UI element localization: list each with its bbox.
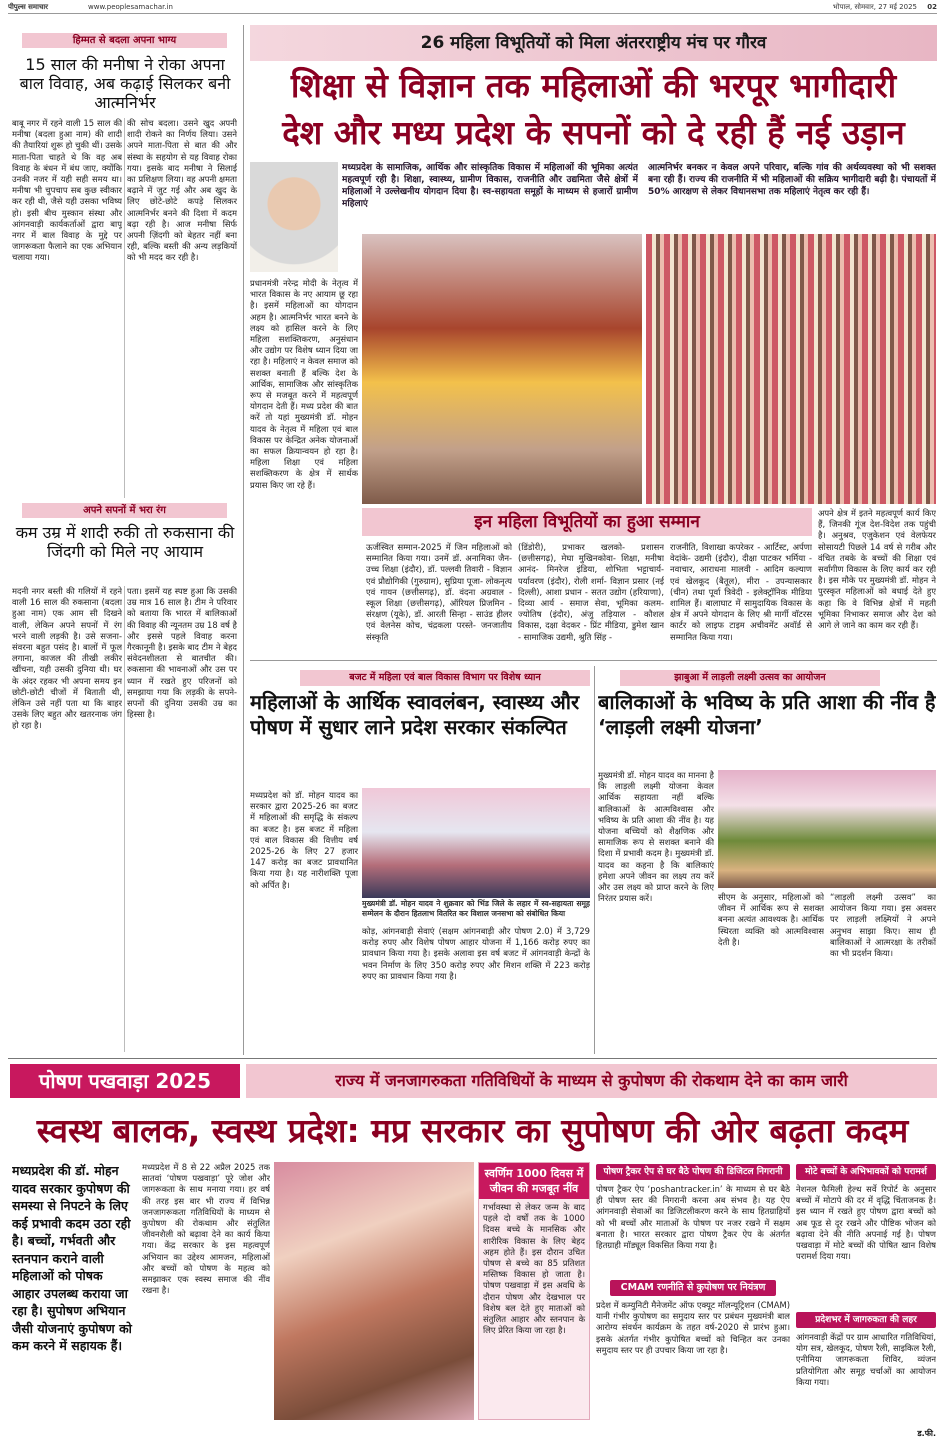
left-body-2a: मदनी नगर बस्ती की गलियों में रहने वाली 16 साल की रुकसाना (बदला हुआ नाम) एक आम सी दिखने वाली, लेकिन अपने सपनों में रंग भरने वाली लड़की है। उसे सजना-संवरना बहुत पसंद है। बालों में फूल लगाना, काजल की तीखी लकीर खींचना, यही उसकी दुनिया थी। घर के अंदर रहकर भी अपना समय इन छोटी-छोटी चीजों में बिताती थी, लेकिन उसे नहीं पता था कि बाहर उसके लिए बहुत और खतरनाक जंग हो रहा है। (12, 586, 122, 731)
bottom-strap: राज्य में जनजागरुकता गतिविधियों के माध्यम से कुपोषण की रोकथाम देने का काम जारी (246, 1064, 937, 1098)
left-body-1a: बाबू नगर में रहने वाली 15 साल की मनीषा (बदला हुआ नाम) की शादी की तैयारियां शुरू हो चुकी थीं। उसके माता-पिता चाहते थे कि वह अब विवाह के बंधन में बंध जाए, क्योंकि उनकी नजर में यही सही समय था। मनीषा भी चुपचाप सब कुछ स्वीकार कर रही थी, जैसे यही उसका भविष्य हो। इसी बीच मुस्कान संस्था और आंगनवाड़ी कार्यकर्ताओं द्वारा बापू नगर में बाल विवाह के मुद्दे पर जागरूकता फैलाने का एक अभियान चलाया गया। (12, 118, 122, 263)
top-strap-text: 26 महिला विभूतियों को मिला अंतरराष्ट्रीय मंच पर गौरव (420, 33, 767, 53)
top-headline-2: देश और मध्य प्रदेश के सपनों को दे रही हैं नई उड़ान (282, 113, 905, 152)
tree-planting-photo (718, 770, 936, 888)
left-kicker-1: हिम्मत से बदला अपना भाग्य (22, 33, 227, 48)
child-feeding-photo (274, 1162, 474, 1420)
left-body-2b: पता। इसमें यह स्पष्ट हुआ कि उसकी उम्र मात्र 16 साल है। टीम ने परिवार को बताया कि भारत में बालिकाओं की विवाह की न्यूनतम उम्र 18 वर्ष है और इससे पहले विवाह करना गैरकानूनी है। इसके बाद टीम ने बेहद संवेदनशीलता से बातचीत की। रुकसाना की भावनाओं और उस पर ध्यान में रखते हुए परिजनों को समझाया गया कि लड़की के सपने-सपनों की दुनिया उसकी उम्र का हिस्सा है। (127, 586, 237, 720)
top-headline-1: शिक्षा से विज्ञान तक महिलाओं की भरपूर भागीदारी (290, 66, 897, 105)
mid-right-kicker: झाबुआ में लाड़ली लक्ष्मी उत्सव का आयोजन (620, 670, 880, 686)
masthead (8, 2, 937, 14)
honor-col-1: ऊर्जस्वित सम्मान-2025 में जिन महिलाओं को सम्मानित किया गया। उनमें डॉ. अनामिका जैन- उच्च शिक्षा (इंदौर), डॉ. पल्लवी तिवारी - विज्ञान एवं प्रौद्योगिकी (गुरुग्राम), सुप्रिया पूजा- लोकनृत्य एवं गायन (छत्तीसगढ़), डॉ. वंदना अग्रवाल - स्कूल शिक्षा (छत्तीसगढ़), ऑरियल प्रिजमिन - संरक्षण (यूके), डॉ. आरती सिन्हा - साउंड हीलर एवं वेलनेस कोच, चंद्रकला परस्ते- जनजातीय संस्कृति (366, 542, 512, 642)
mid-left-kicker: बजट में महिला एवं बाल विकास विभाग पर विशेष ध्यान (300, 670, 590, 686)
mid-left-headline: महिलाओं के आर्थिक स्वावलंबन, स्वास्थ्य और पोषण में सुधार लाने प्रदेश सरकार संकल्पित (250, 690, 580, 739)
honor-title: इन महिला विभूतियों का हुआ सम्मान (362, 508, 812, 536)
left-headline-2: कम उम्र में शादी रुकी तो रुकसाना की जिंदगी को मिले नए आयाम (15, 523, 235, 561)
cheque-ceremony-photo (362, 788, 590, 898)
top-intro-2: आत्मनिर्भर बनकर न केवल अपने परिवार, बल्कि गांव की अर्थव्यवस्था को भी सशक्त बना रही हैं। राज्य की राजनीति में भी महिलाओं की सक्रिय भागीदारी बढ़ी है। पंचायतों में 50% आरक्षण से लेकर विधानसभा तक महिलाएं नेतृत्व कर रही हैं। (648, 163, 936, 197)
tracker-body: पोषण ट्रैकर ऐप ‘poshantracker.in’ के माध्यम से घर बैठे ही पोषण स्तर की निगरानी करना अब संभव है। यह ऐप आंगनवाड़ी सेवाओं का डिजिटलीकरण करने के साथ हितग्राहियों को भी बच्चों और माताओं के पोषण पर नजर रखने में सक्षम बनाता है। भारत सरकार द्वारा पोषण ट्रैकर ऐप के अंतर्गत हितग्राही मॉड्यूल विकसित किया गया है। (596, 1184, 790, 1251)
mid-right-body-1: मुख्यमंत्री डॉ. मोहन यादव का मानना है कि लाड़ली लक्ष्मी योजना केवल आर्थिक सहायता नहीं बल्कि बालिकाओं के आत्मविश्वास और भविष्य के प्रति आशा की नींव है। यह योजना बच्चियों को शैक्षणिक और सामाजिक रूप से सशक्त बनाने की दिशा में प्रभावी कदम है। मुख्यमंत्री डॉ. यादव का कहना है कि बालिकाएं हमेशा अपने जीवन का लक्ष्य तय करें और उस लक्ष्य को प्राप्त करने के लिए निरंतर प्रयास करें। (598, 770, 714, 904)
page-number: 02 (927, 3, 937, 11)
left-kicker-2: अपने सपनों में भरा रंग (22, 503, 227, 518)
box-1000-days-title: स्वर्णिम 1000 दिवस में जीवन की मजबूत नींव (479, 1163, 589, 1199)
cm-speech-photo (362, 234, 642, 504)
box-1000-days (478, 1162, 590, 1420)
bottom-tag: पोषण पखवाड़ा 2025 (10, 1064, 240, 1098)
pm-body: प्रधानमंत्री नरेन्द्र मोदी के नेतृत्व में भारत विकास के नए आयाम छू रहा है। इसमें महिलाओं का योगदान अहम है। आत्मनिर्भर भारत बनने के लक्ष्य को हासिल करने के लिए महिला सशक्तिकरण, अनुसंधान और उद्योग पर विशेष ध्यान दिया जा रहा है। महिलाएं न केवल समाज को सशक्त बनाती हैं बल्कि देश के आर्थिक, सामाजिक और सांस्कृतिक रूप से मजबूत करने में महत्वपूर्ण योगदान देती हैं। मध्य प्रदेश की बात करें तो यहां मुख्यमंत्री डॉ. मोहन यादव के नेतृत्व में महिला एवं बाल विकास पर केन्द्रित अनेक योजनाओं का सफल क्रियान्वयन हो रहा है। महिला शिक्षा एवं महिला सशक्तिकरण के क्षेत्र में सार्थक प्रयास किए जा रहे हैं। (250, 278, 358, 490)
left-headline-1: 15 साल की मनीषा ने रोका अपना बाल विवाह, अब कढ़ाई सिलकर बनी आत्मनिर्भर (19, 55, 231, 112)
mid-left-body-2: कोड़, आंगनबाड़ी सेवाएं (सक्षम आंगनबाड़ी और पोषण 2.0) में 3,729 करोड़ रुपए और विशेष पोषण आहार योजना में 1,166 करोड़ रुपए का प्रावधान किया गया है। इसके अलावा इस वर्ष बजट में आंगनवाड़ी केन्द्रों के भवन निर्माण के लिए 350 करोड़ रुपए और मिशन शक्ति में 223 करोड़ रुपए का प्रावधान किया गया है। (362, 926, 590, 981)
mid-left-caption: मुख्यमंत्री डॉ. मोहन यादव ने शुक्रवार को भिंड जिले के लहार में स्व-सहायता समूह सम्मेलन के दौरान हितलाभ वितरित कर विशाल जनसभा को संबोधित किया (362, 899, 590, 918)
top-right-body: अपने क्षेत्र में इतने महत्वपूर्ण कार्य किए हैं, जिनकी गूंज देश-विदेश तक पहुंची है। अनुश्रव, एजुकेशन एवं वेलफेयर सोसायटी पिछले 14 वर्ष से गरीब और वंचित तबके के बच्चों की शिक्षा एवं सर्वांगीण विकास के लिए कार्य कर रही है। इस मौके पर मुख्यमंत्री डॉ. मोहन ने पुरस्कृत महिलाओं को बधाई देते हुए कहा कि वे विभिन्न क्षेत्रों में महती भूमिका निभाकर समाज और देश को आगे ले जाने का काम कर रही हैं। (818, 508, 936, 631)
left-body-1b: की सोच बदला। उसने खुद अपनी शादी रोकने का निर्णय लिया। उसने अपने माता-पिता से बात की और संस्था के सहयोग से यह विवाह रोका गया। इसके बाद मनीषा ने सिलाई का प्रशिक्षण लिया। वह अपनी क्षमता बढ़ाने में जुट गई और अब खुद के लिए छोटे-छोटे कपड़े सिलकर आत्मनिर्भर बनने की दिशा में कदम बढ़ा रही है। आज मनीषा सिर्फ अपनी ज़िंदगी को बेहतर नहीं बना रही, बल्कि बस्ती की अन्य लड़कियों को भी मदद कर रही है। (127, 118, 237, 263)
top-intro-1: मध्यप्रदेश के सामाजिक, आर्थिक और सांस्कृतिक विकास में महिलाओं की भूमिका अत्यंत महत्वपूर्ण रही है। शिक्षा, स्वास्थ्य, ग्रामीण विकास, राजनीति और उद्यमिता जैसे क्षेत्रों में महिलाओं ने उल्लेखनीय योगदान दिया है। स्व-सहायता समूहों के माध्यम से हजारों ग्रामीण महिलाएं (342, 163, 638, 209)
right-body-2: आंगनवाड़ी केंद्रों पर ग्राम आधारित गतिविधियां, योग सत्र, खेलकूद, पोषण रैली, साइकिल रैली, एनीमिया जागरूकता शिविर, व्यंजन प्रतियोगिता और समूह चर्चाओं का आयोजन किया गया। (796, 1332, 936, 1387)
issue-date: भोपाल, सोमवार, 27 मई 2025 (832, 3, 917, 11)
mid-right-headline: बालिकाओं के भविष्य के प्रति आशा की नींव है ‘लाड़ली लक्ष्मी योजना’ (598, 690, 936, 739)
site-url: www.peoplesamachar.in (88, 3, 173, 11)
top-strap (250, 25, 937, 61)
right-kicker-2: प्रदेशभर में जागरुकता की लहर (796, 1312, 936, 1328)
mid-right-body-3: “लाड़ली लक्ष्मी उत्सव” का आयोजन किया गया। इस अवसर पर लाड़ली लक्ष्मियों ने अपने अनुभव साझा किए। साथ ही बालिकाओं ने आत्मरक्षा के तरीकों का भी प्रदर्शन किया। (830, 892, 936, 959)
cmam-body: प्रदेश में कम्युनिटी मैनेजमेंट ऑफ एक्यूट मॉलन्यूट्रिशन (CMAM) यानी गंभीर कुपोषण का समुदाय स्तर पर प्रबंधन मुख्यमंत्री बाल आरोग्य संवर्धन कार्यक्रम के तहत वर्ष-2020 से प्रारंभ हुआ। इसके अंतर्गत गंभीर कुपोषित बच्चों को चिन्हित कर उनका समुदाय स्तर पर ही उपचार किया जा रहा है। (596, 1300, 790, 1355)
mid-left-body-1: मध्यप्रदेश को डॉ. मोहन यादव का सरकार द्वारा 2025-26 का बजट में महिलाओं की समृद्धि के संकल्प का बजट है। इस बजट में महिला एवं बाल विकास की वित्तीय वर्ष 2025-26 के लिए 27 हजार 147 करोड़ का बजट प्रावधानित किया गया है। यह नारीशक्ति पूजा को अर्पित है। (250, 790, 358, 890)
pm-portrait (250, 162, 338, 272)
paper-name: पीपुल्स समाचार (8, 3, 49, 11)
tracker-kicker: पोषण ट्रैकर ऐप से घर बैठे पोषण की डिजिटल निगरानी (596, 1164, 790, 1180)
cmam-kicker: CMAM रणनीति से कुपोषण पर नियंत्रण (610, 1280, 776, 1296)
honor-col-2: (डिंडोरी), प्रभाकर खलको- प्रशासन (छत्तीसगढ़), मेघा मुखिनकोवा- शिक्षा, मनीषा आनंद- मिनरेज इंडिया, शोभिता भट्टाचार्य- पर्यावरण (इंदौर), रोली शर्मा- विज्ञान प्रसार (नई दिल्ली), आशा प्रधान - सतत उद्योग (हरियाणा), दिव्या आर्य - समाज सेवा, भूमिका कलम- ज्योतिष (इंदौर), अंजु तड़ियाल - कौशल विकास, दक्षा वेदकर - प्रिंट मीडिया, डुमेश खान - सामाजिक उद्यमी, श्रुति सिंह - (518, 542, 664, 642)
right-body-1: नेशनल फैमिली हेल्थ सर्वे रिपोर्ट के अनुसार बच्चों में मोटापे की दर में वृद्धि चिंताजनक है। इस ध्यान में रखते हुए पोषण द्वारा बच्चों को अब फूड से दूर रखने और पौष्टिक भोजन को बढ़ावा देने की नीति अपनाई गई है। पोषण पखवाड़ा में मोटे बच्चों की पोषित खान विशेष परामर्श दिया गया। (796, 1184, 936, 1262)
bottom-col-2: मध्यप्रदेश में 8 से 22 अप्रैल 2025 तक सातवां ‘पोषण पखवाड़ा’ पूरे जोश और जागरूकता के साथ मनाया गया। हर वर्ष की तरह इस बार भी राज्य में विभिन्न जनजागरूकता गतिविधियों के माध्यम से कुपोषण की रोकथाम और संतुलित जीवनशैली को बढ़ावा देने का कार्य किया गया। केंद्र सरकार के इस महत्वपूर्ण अभियान का उद्देश्य आमजन, महिलाओं और बच्चों को पोषण के महत्व को समझाकर एक स्वस्थ समाज की नींव रखना है। (142, 1162, 270, 1296)
honor-col-3: राजनीति, विशाखा कपरेकर - आर्टिस्ट, अर्पणा वेदांके- उद्यमी (इंदौर), दीक्षा पाटकर भर्मिया - नवाचार, आराधना मालवी - आदिम कल्याण एवं खेलकूद (बैतूल), मीरा - उपन्यासकार (चीन) तथा पूर्वा त्रिवेदी - इलेक्ट्रॉनिक मीडिया शामिल हैं। बालाघाट में सामुदायिक विकास के क्षेत्र में अपने योगदान के लिए श्री मार्गी वॉटरस कार्टर को लाइफ टाइम अचीवमेंट अवॉर्ड से सम्मानित किया गया। (670, 542, 812, 642)
bottom-headline: स्वस्थ बालक, स्वस्थ प्रदेश: मप्र सरकार का सुपोषण की ओर बढ़ता कदम (36, 1111, 909, 1150)
box-1000-days-body: गर्भावस्था से लेकर जन्म के बाद पहले दो वर्षों तक के 1000 दिवस बच्चे के मानसिक और शारीरिक विकास के लिए बेहद अहम होते हैं। इस दौरान उचित पोषण से बच्चे का 85 प्रतिशत मस्तिष्क विकास हो जाता है। पोषण पखवाड़ा में इस अवधि के दौरान पोषण और देखभाल पर विशेष बल देते हुए माताओं को संतुलित आहार और स्तनपान के लिए प्रेरित किया जा रहा है। (483, 1202, 585, 1336)
right-kicker-1: मोटे बच्चों के अभिभावकों को परामर्श (796, 1164, 936, 1180)
mid-right-body-2: सीएम के अनुसार, महिलाओं को जीवन में आर्थिक रूप से सशक्त बनना अत्यंत आवश्यक है। आर्थिक स्थिरता व्यक्ति को आत्मविश्वास देती है। (718, 892, 824, 947)
event-crowd-photo (646, 234, 936, 504)
signature-code: ड.फी. (917, 1429, 936, 1438)
bottom-lead: मध्यप्रदेश की डॉ. मोहन यादव सरकार कुपोषण की समस्या से निपटने के लिए कई प्रभावी कदम उठा रही है। बच्चों, गर्भवती और स्तनपान कराने वाली महिलाओं को पोषक आहार उपलब्ध कराया जा रहा है। सुपोषण अभियान जैसी योजनाएं कुपोषण को कम करने में सहायक हैं। (12, 1163, 132, 1353)
